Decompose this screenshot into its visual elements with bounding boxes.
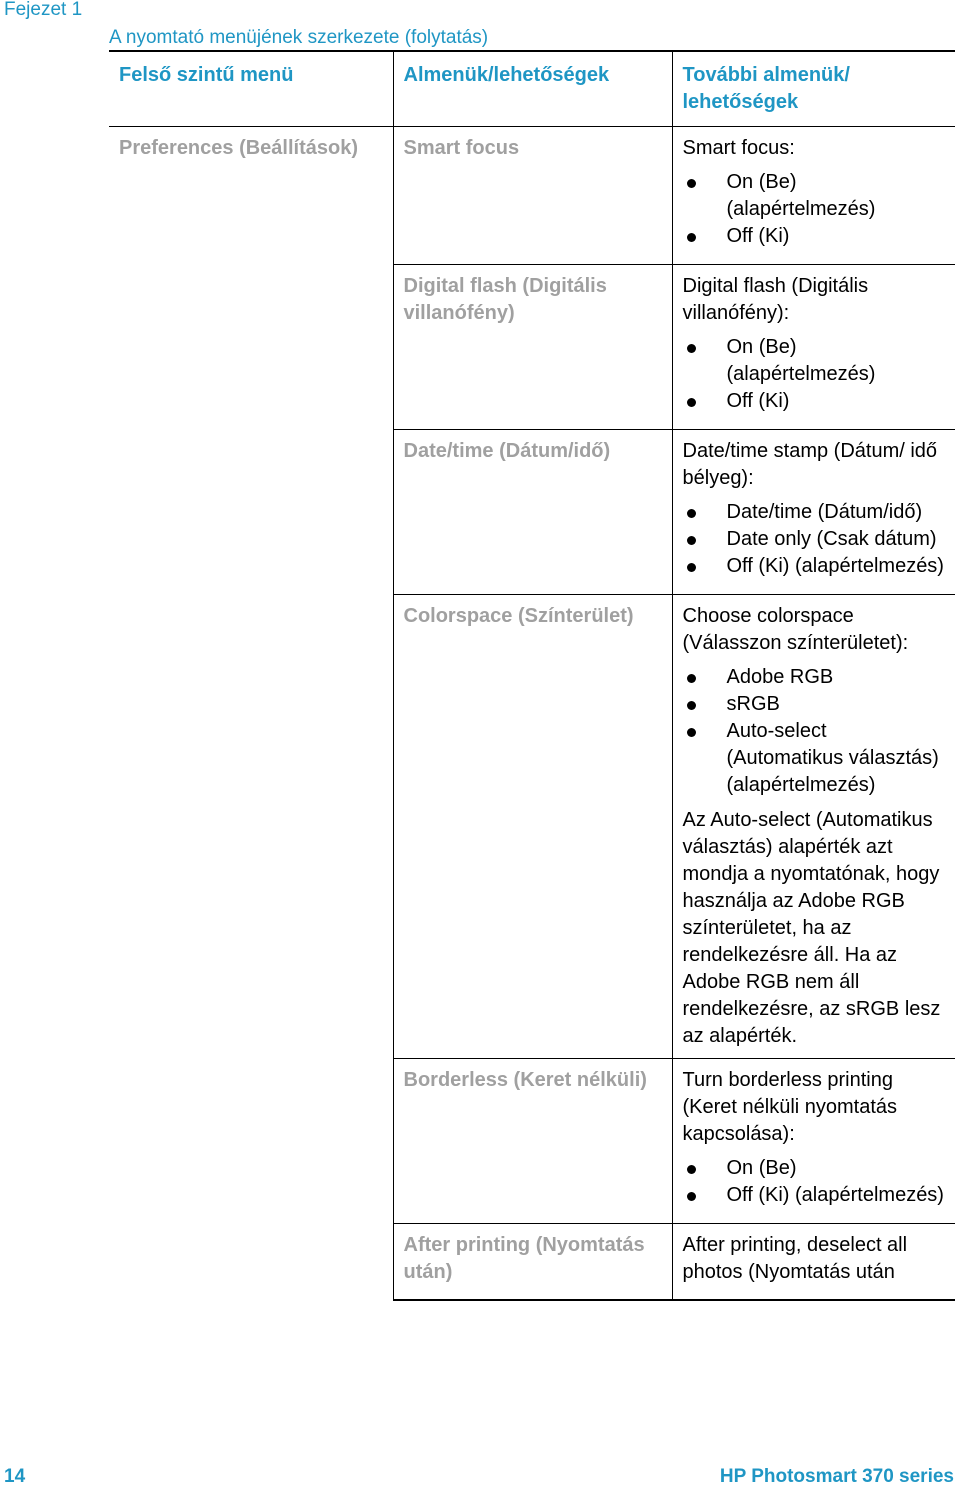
options-cell <box>672 1059 955 1224</box>
options-cell <box>672 1224 955 1301</box>
chapter-label: Fejezet 1 <box>4 0 83 20</box>
options-list <box>683 169 946 250</box>
options-note: Az Auto-select (Automatikus választás) alapérték azt mondja a nyomtatónak, hogy használja az Adobe RGB színterületet, ha az rendelkezésre áll. Ha az Adobe RGB nem áll rendelkezésre, az sRGB lesz az alapérték. <box>682 809 941 1047</box>
bullet-icon <box>687 509 696 518</box>
bullet-icon <box>687 233 696 242</box>
option-text: Off (Ki) (alapértelmezés) <box>726 1184 944 1206</box>
option-item <box>683 223 946 250</box>
bullet-icon <box>687 1165 696 1174</box>
option-item <box>683 169 946 223</box>
page-number: 14 <box>4 1466 26 1487</box>
option-item <box>683 553 946 580</box>
table-row <box>109 127 955 265</box>
option-item <box>683 718 946 799</box>
option-item <box>683 526 946 553</box>
column-header-submenus: Almenük/lehetőségek <box>393 51 672 127</box>
options-cell <box>672 430 955 595</box>
bullet-icon <box>687 344 696 353</box>
menu-structure-table <box>109 50 955 1301</box>
option-text: On (Be) (alapértelmezés) <box>726 336 876 385</box>
table-caption: A nyomtató menüjének szerkezete (folytatás) <box>109 27 489 48</box>
option-item <box>683 499 946 526</box>
bullet-icon <box>687 701 696 710</box>
option-item <box>683 664 946 691</box>
option-text: Auto-select (Automatikus választás) (alapértelmezés) <box>726 720 939 796</box>
bullet-icon <box>687 536 696 545</box>
options-list <box>683 1155 946 1209</box>
options-intro: Date/time stamp (Dátum/ idő bélyeg): <box>682 440 938 489</box>
submenu-cell: Colorspace (Színterület) <box>393 595 672 1059</box>
options-list <box>683 499 946 580</box>
option-text: On (Be) (alapértelmezés) <box>726 171 876 220</box>
options-intro: Turn borderless printing (Keret nélküli nyomtatás kapcsolása): <box>682 1069 898 1145</box>
options-cell <box>672 265 955 430</box>
table-header-row <box>109 51 955 127</box>
submenu-cell: After printing (Nyomtatás után) <box>393 1224 672 1301</box>
options-intro: After printing, deselect all photos (Nyomtatás után <box>682 1234 908 1283</box>
options-cell <box>672 595 955 1059</box>
option-text: Date only (Csak dátum) <box>726 528 937 550</box>
options-cell <box>672 127 955 265</box>
option-text: Adobe RGB <box>726 666 834 688</box>
product-name: HP Photosmart 370 series <box>719 1466 954 1487</box>
bullet-icon <box>687 179 696 188</box>
submenu-cell: Date/time (Dátum/idő) <box>393 430 672 595</box>
bullet-icon <box>687 674 696 683</box>
bullet-icon <box>687 398 696 407</box>
submenu-cell: Borderless (Keret nélküli) <box>393 1059 672 1224</box>
option-item <box>683 691 946 718</box>
option-text: sRGB <box>726 693 780 715</box>
option-item <box>683 388 946 415</box>
option-item <box>683 1155 946 1182</box>
options-intro: Digital flash (Digitális villanófény): <box>682 275 869 324</box>
option-text: Off (Ki) (alapértelmezés) <box>726 555 944 577</box>
option-item <box>683 334 946 388</box>
column-header-top-menu: Felső szintű menü <box>109 51 393 127</box>
table-body <box>109 127 955 1301</box>
options-intro: Choose colorspace (Válasszon színterületet): <box>682 605 909 654</box>
options-list <box>683 334 946 415</box>
bullet-icon <box>687 563 696 572</box>
submenu-cell: Digital flash (Digitális villanófény) <box>393 265 672 430</box>
option-item <box>683 1182 946 1209</box>
option-text: Off (Ki) <box>726 390 790 412</box>
bullet-icon <box>687 1192 696 1201</box>
option-text: Off (Ki) <box>726 225 790 247</box>
options-list <box>683 664 946 799</box>
option-text: Date/time (Dátum/idő) <box>726 501 923 523</box>
bullet-icon <box>687 728 696 737</box>
option-text: On (Be) <box>726 1157 797 1179</box>
top-menu-cell: Preferences (Beállítások) <box>109 127 393 1301</box>
options-intro: Smart focus: <box>682 137 795 159</box>
column-header-further-options: További almenük/ lehetőségek <box>672 51 955 127</box>
submenu-cell: Smart focus <box>393 127 672 265</box>
